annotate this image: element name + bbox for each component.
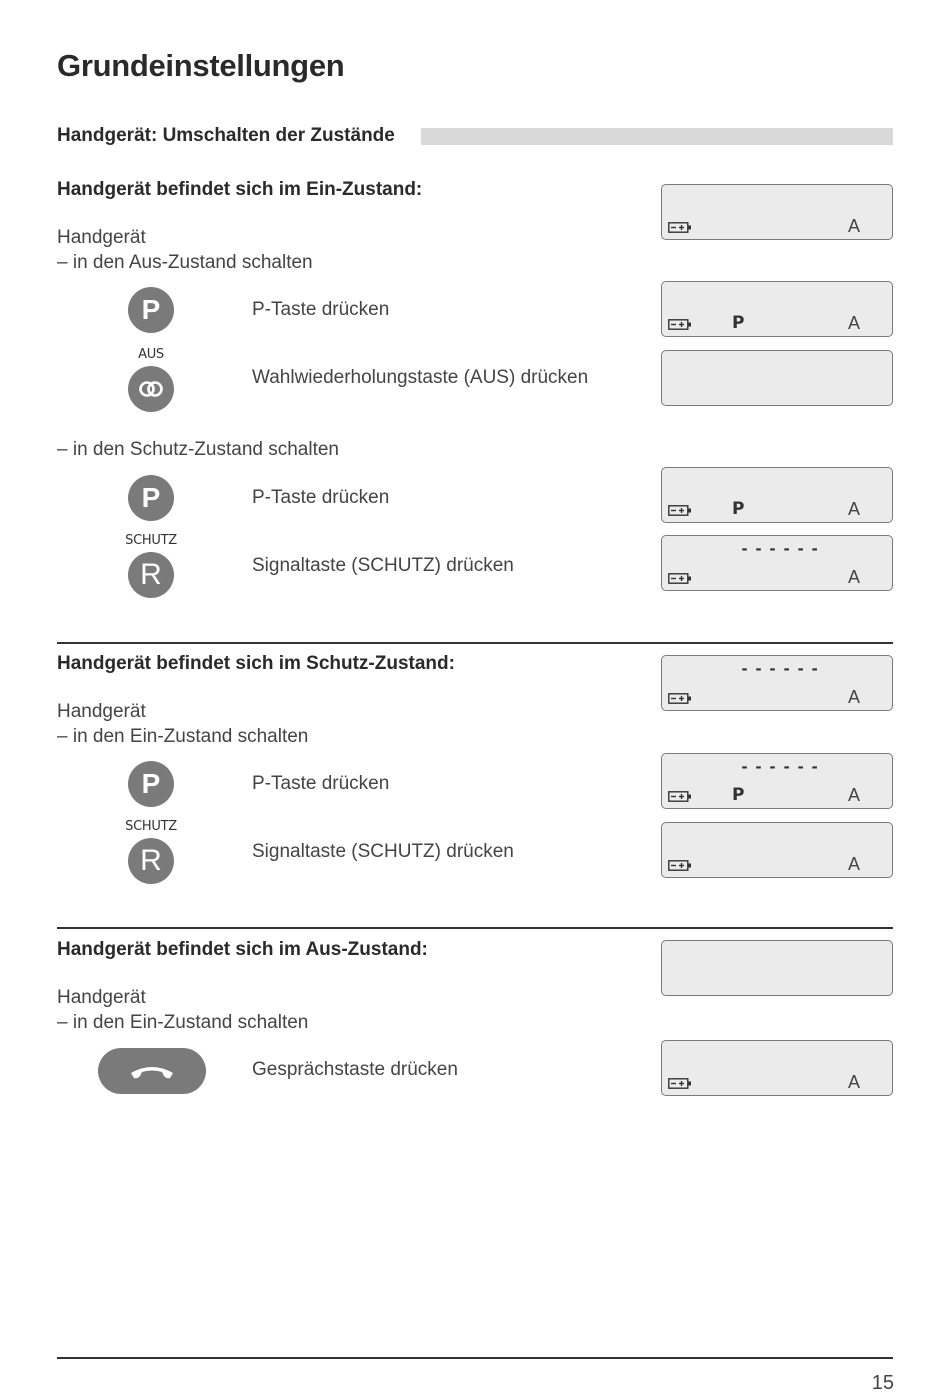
page-title: Grundeinstellungen: [57, 48, 345, 83]
p-key: P: [128, 475, 174, 521]
step-aus-key: Wahlwiederholungstaste (AUS) drücken: [252, 367, 589, 388]
step-schutz-key: Signaltaste (SCHUTZ) drücken: [252, 555, 514, 576]
battery-icon: [668, 693, 692, 704]
schutz-key-caption: SCHUTZ: [125, 819, 177, 834]
display-p-pressed: [661, 281, 893, 337]
step-p-key: P-Taste drücken: [252, 487, 390, 508]
display-off-state: [661, 940, 893, 996]
ein-option-aus: – in den Aus-Zustand schalten: [57, 252, 313, 273]
aus-key: [128, 366, 174, 412]
divider: [57, 642, 893, 644]
step-p-key: P-Taste drücken: [252, 299, 390, 320]
display-protect-state: [661, 655, 893, 711]
aus-option-ein: – in den Ein-Zustand schalten: [57, 1012, 309, 1033]
display-indicator-p: P: [732, 313, 745, 333]
aus-key-icon: [138, 380, 164, 398]
display-dashes: ------: [740, 758, 825, 776]
aus-key-caption: AUS: [138, 347, 164, 362]
display-indicator-a: A: [847, 1072, 860, 1092]
step-schutz-key: Signaltaste (SCHUTZ) drücken: [252, 841, 514, 862]
display-p-pressed: [661, 467, 893, 523]
display-protect-state: [661, 535, 893, 591]
schutz-option-ein: – in den Ein-Zustand schalten: [57, 726, 309, 747]
schutz-key-caption: SCHUTZ: [125, 533, 177, 548]
step-p-key: P-Taste drücken: [252, 773, 390, 794]
aus-device: Handgerät: [57, 987, 146, 1008]
display-indicator-a: A: [847, 687, 860, 707]
aus-heading: Handgerät befindet sich im Aus-Zustand:: [57, 939, 428, 960]
handset-icon: [127, 1061, 177, 1081]
call-key: [98, 1048, 206, 1094]
section-bar: [421, 128, 893, 145]
display-indicator-p: P: [732, 499, 745, 519]
step-call-key: Gesprächstaste drücken: [252, 1059, 458, 1080]
display-on-state: [661, 822, 893, 878]
battery-icon: [668, 860, 692, 871]
battery-icon: [668, 505, 692, 516]
battery-icon: [668, 319, 692, 330]
display-dashes: ------: [740, 540, 825, 558]
schutz-key: R: [128, 838, 174, 884]
schutz-heading: Handgerät befindet sich im Schutz-Zustand:: [57, 653, 455, 674]
battery-icon: [668, 573, 692, 584]
schutz-key: R: [128, 552, 174, 598]
display-indicator-a: A: [847, 785, 860, 805]
battery-icon: [668, 791, 692, 802]
display-off-state: [661, 350, 893, 406]
ein-heading: Handgerät befindet sich im Ein-Zustand:: [57, 179, 423, 200]
display-indicator-a: A: [847, 567, 860, 587]
display-indicator-a: A: [847, 313, 860, 333]
battery-icon: [668, 1078, 692, 1089]
footer-divider: [57, 1357, 893, 1359]
divider: [57, 927, 893, 929]
display-indicator-a: A: [847, 216, 860, 236]
display-indicator-a: A: [847, 499, 860, 519]
display-dashes: ------: [740, 660, 825, 678]
ein-device: Handgerät: [57, 227, 146, 248]
p-key: P: [128, 761, 174, 807]
display-on-state: [661, 1040, 893, 1096]
display-on-state: [661, 184, 893, 240]
display-protect-p-pressed: [661, 753, 893, 809]
battery-icon: [668, 222, 692, 233]
section-title: Handgerät: Umschalten der Zustände: [57, 125, 395, 146]
page-number: 15: [871, 1372, 894, 1394]
display-indicator-p: P: [732, 785, 745, 805]
display-indicator-a: A: [847, 854, 860, 874]
p-key: P: [128, 287, 174, 333]
ein-option-schutz: – in den Schutz-Zustand schalten: [57, 439, 340, 460]
schutz-device: Handgerät: [57, 701, 146, 722]
